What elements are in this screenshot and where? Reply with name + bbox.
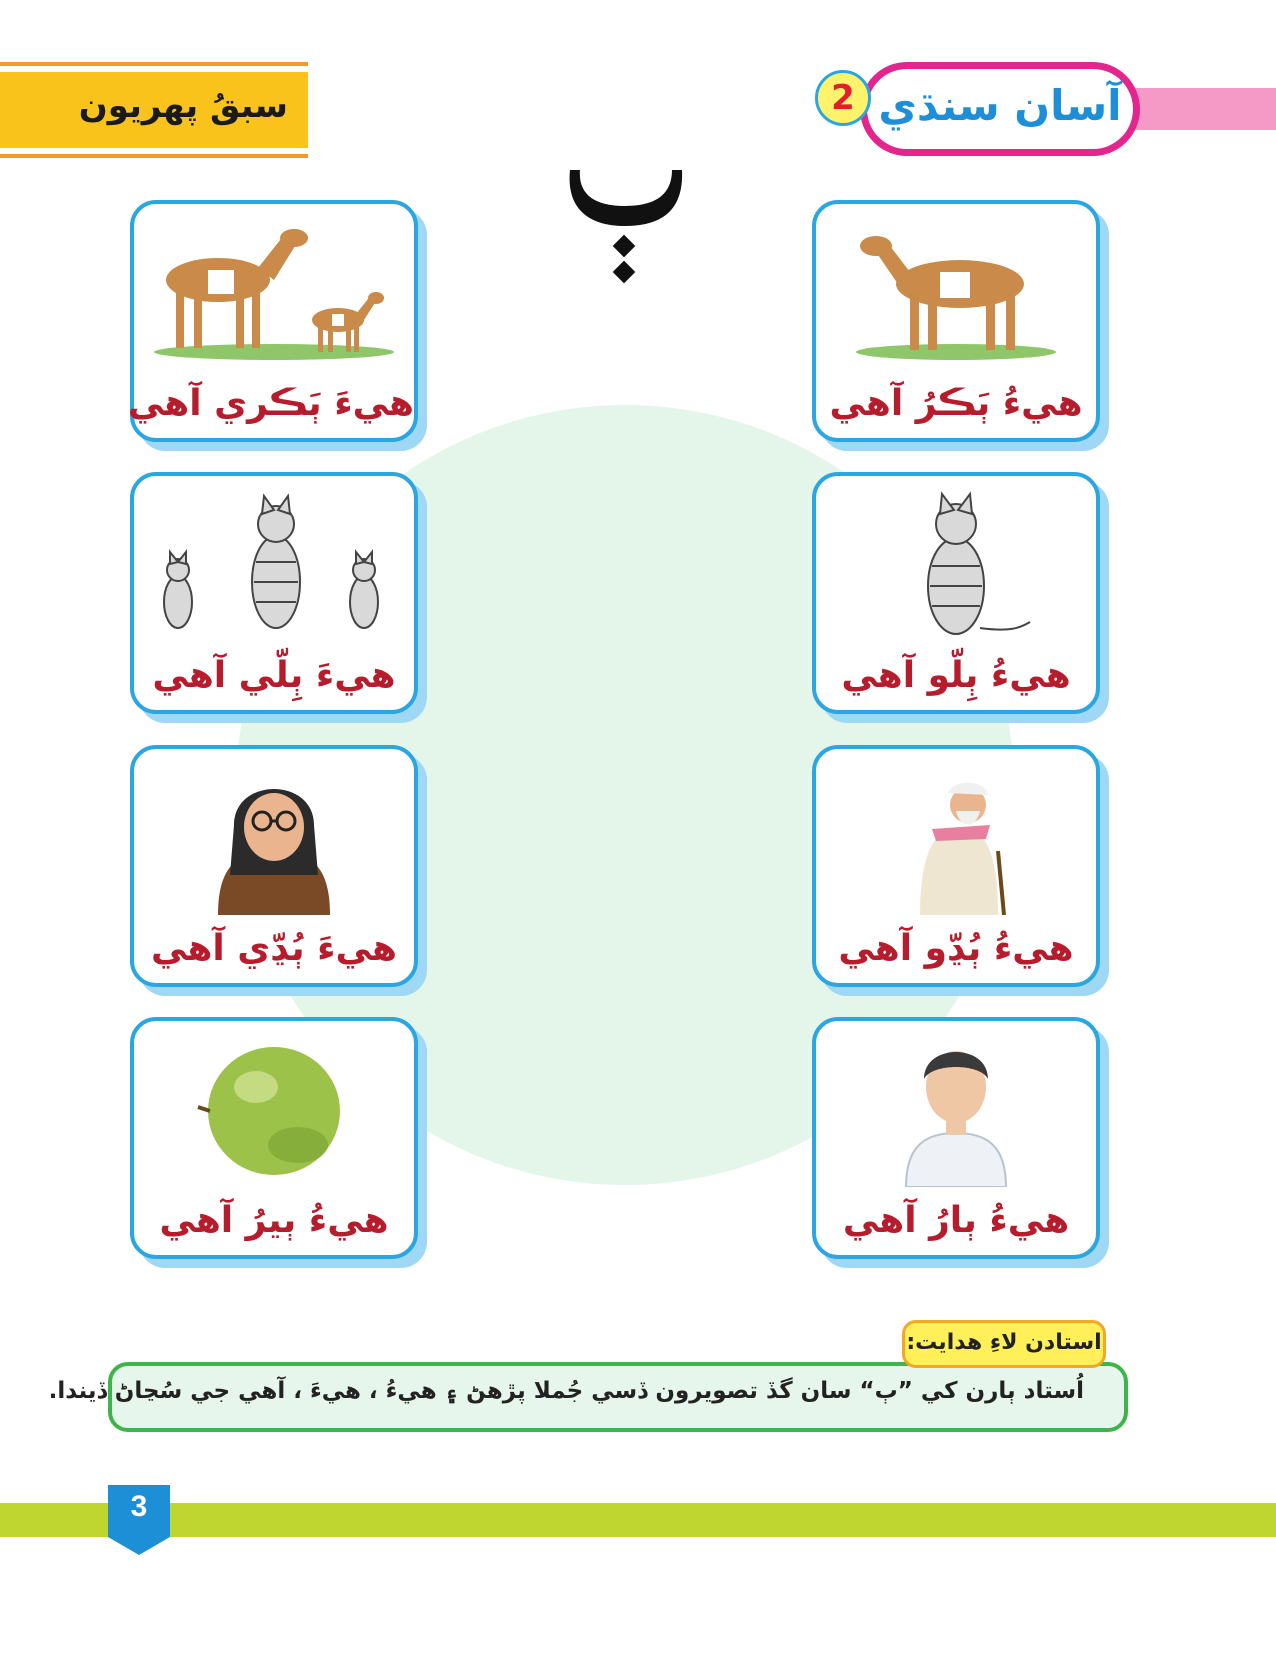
card-goat <box>812 200 1100 442</box>
card-caption: هيءَ ٻَڪري آهي <box>127 383 414 424</box>
card-caption: هيءَ ٻُڍّي آهي <box>151 928 397 969</box>
teacher-note-text: اُستاد ٻارن کي ”ٻ“ سان گڏ تصويرون ڏسي جُملا پڙهڻ ۽ هيءُ ، هيءَ ، آهي جي سُڃاڻ ڏيندا. <box>48 1378 1084 1404</box>
book-logo <box>860 62 1140 156</box>
card-caption: هيءُ ٻِلّو آهي <box>841 655 1071 696</box>
cat-icon <box>820 482 1092 642</box>
card-old-man <box>812 745 1100 987</box>
card-caption: هيءُ ٻيرُ آهي <box>159 1200 389 1241</box>
bottom-bar <box>0 1503 1276 1537</box>
banner-stripe-top <box>0 62 308 66</box>
card-caption: هيءُ ٻُڍّو آهي <box>838 928 1074 969</box>
goat-icon <box>820 210 1092 370</box>
old-man-icon <box>820 755 1092 915</box>
lesson-title: سبقُ پهريون <box>78 86 288 126</box>
teacher-note-label: استادن لاءِ هدايت: <box>902 1320 1106 1368</box>
banner-stripe-bottom <box>0 154 308 158</box>
card-jujube-fruit <box>130 1017 418 1259</box>
card-old-woman <box>130 745 418 987</box>
card-caption: هيءَ ٻِلّي آهي <box>152 655 396 696</box>
book-title: آسان سنڌي <box>878 81 1122 130</box>
lesson-banner <box>0 62 308 158</box>
card-caption: هيءُ ٻَڪرُ آهي <box>829 383 1083 424</box>
card-cat-with-kittens <box>130 472 418 714</box>
boy-icon <box>820 1027 1092 1187</box>
old-woman-icon <box>138 755 410 915</box>
goat-with-kid-icon <box>138 210 410 370</box>
banner-fill <box>0 72 308 148</box>
card-boy <box>812 1017 1100 1259</box>
page-number: 3 <box>130 1490 148 1523</box>
card-goat-with-kid <box>127 200 418 442</box>
teacher-note-box <box>48 1362 1128 1432</box>
cat-with-kittens-icon <box>138 482 410 642</box>
card-cat <box>812 472 1100 714</box>
main-letter-glyph <box>560 150 690 300</box>
book-number-badge: 2 <box>815 70 871 126</box>
card-caption: هيءُ ٻارُ آهي <box>842 1200 1070 1241</box>
jujube-fruit-icon <box>138 1027 410 1187</box>
